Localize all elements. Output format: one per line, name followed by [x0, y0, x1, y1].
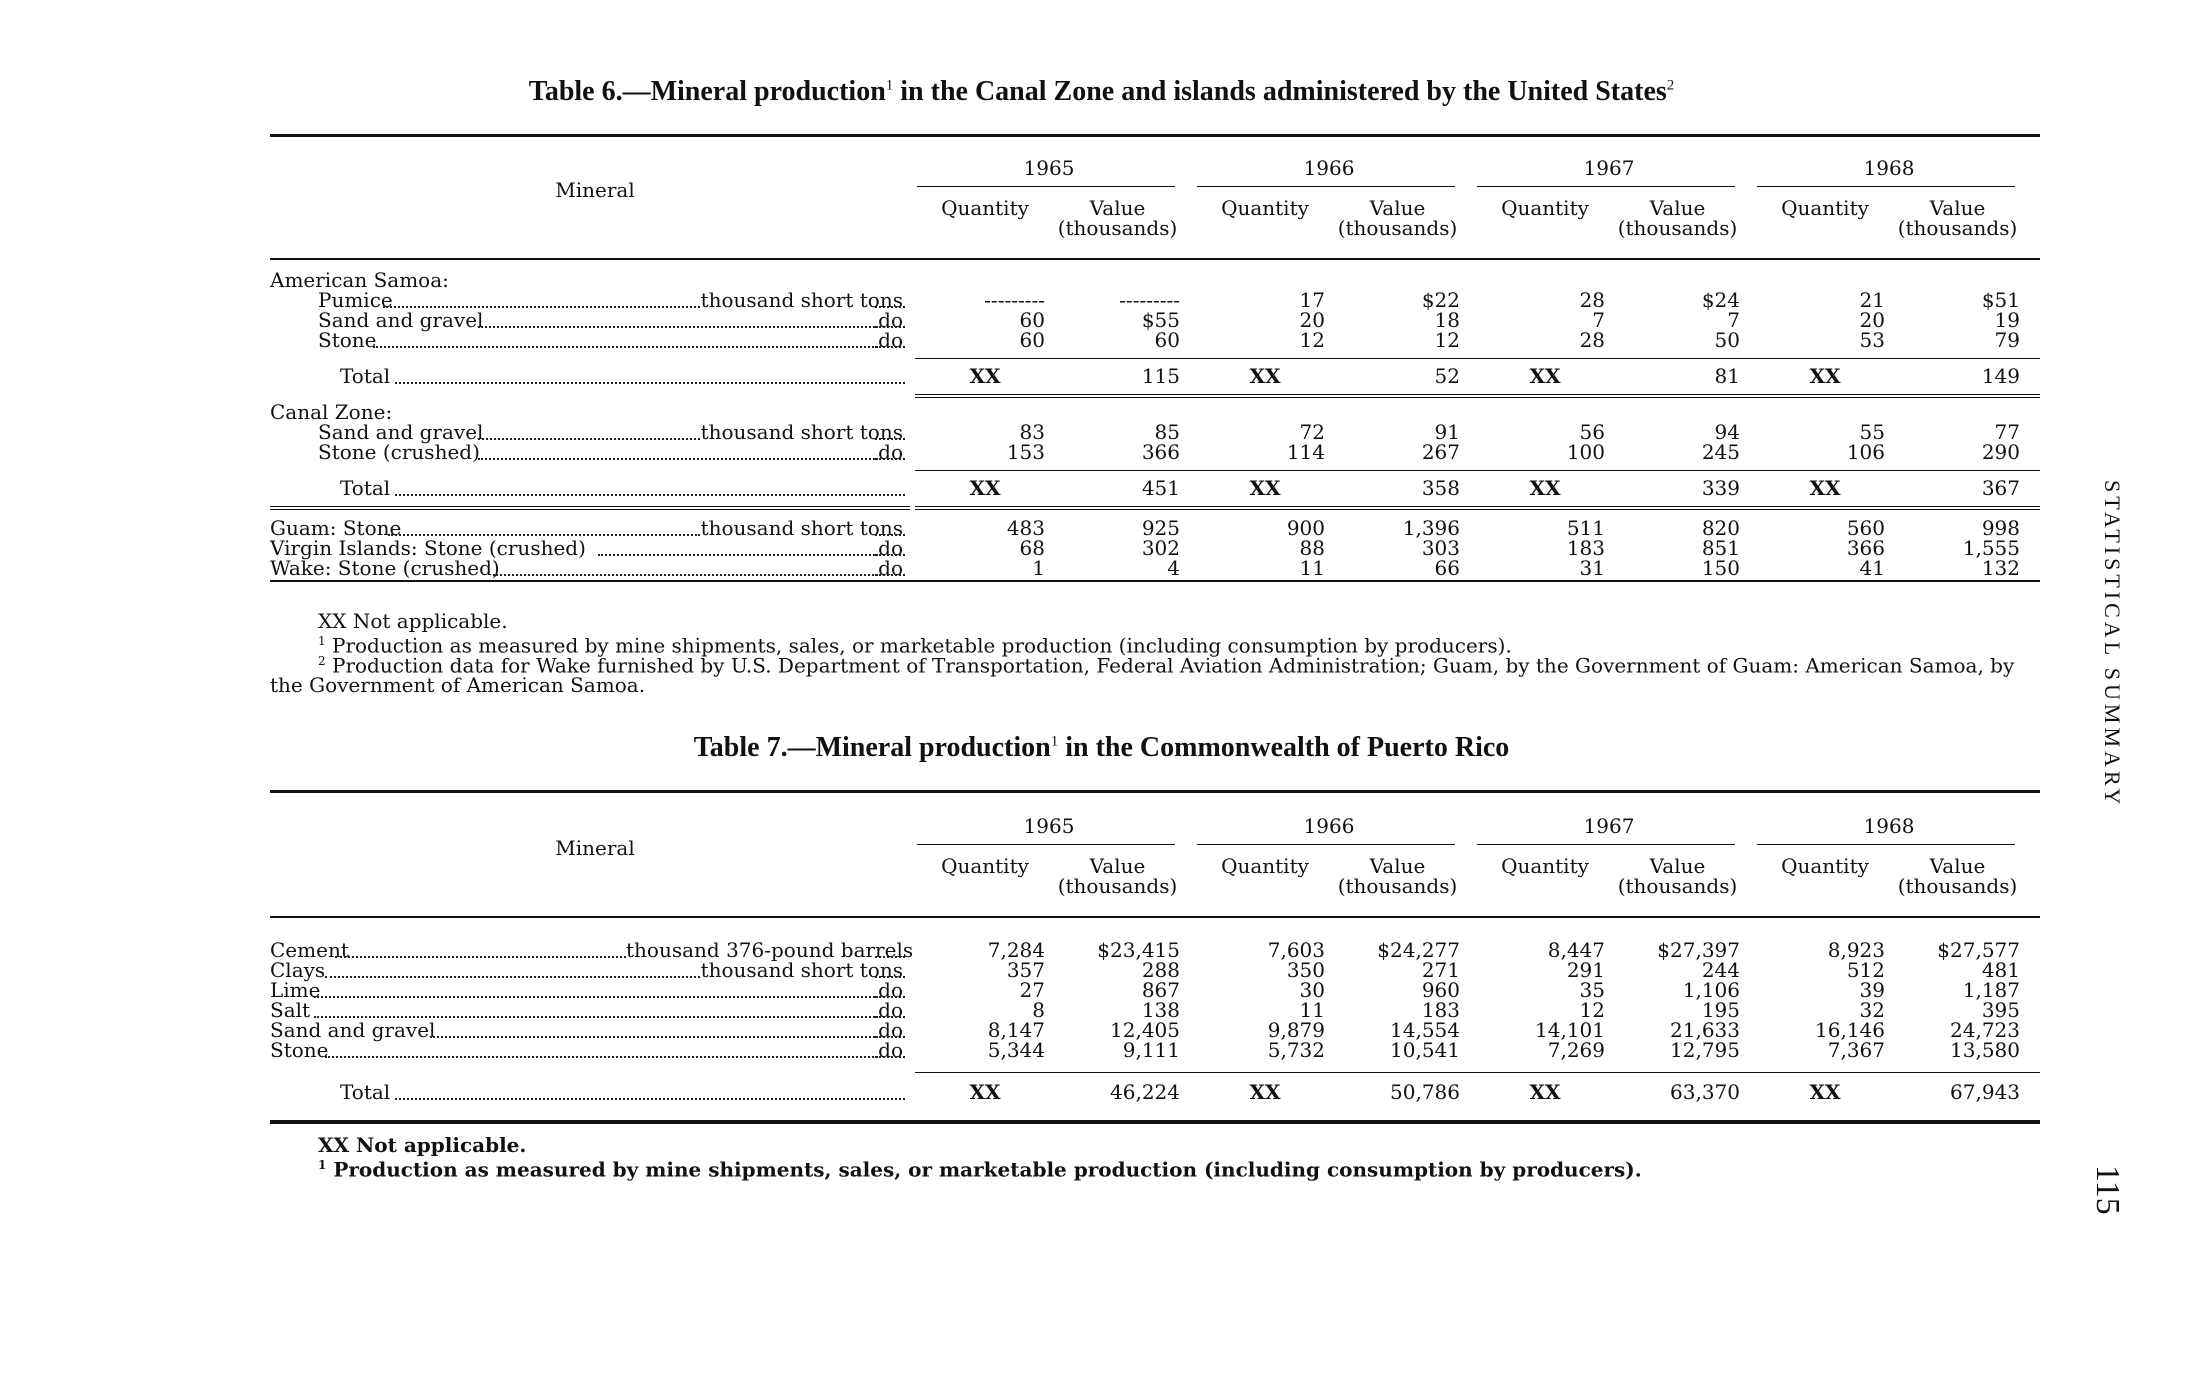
dotted-leader	[395, 1098, 906, 1100]
year-underline	[1757, 186, 2015, 187]
value-cell: 245	[1701, 440, 1740, 464]
quantity-cell: 68	[1019, 536, 1045, 560]
value-cell: 366	[1141, 440, 1180, 464]
value-cell: 339	[1701, 476, 1740, 500]
value-unit-header: (thousands)	[1897, 874, 2018, 898]
row-unit: thousand 376-pound barrels	[626, 938, 914, 962]
value-cell: 820	[1701, 516, 1740, 540]
year-header: 1965	[1023, 156, 1075, 180]
value-cell: 367	[1981, 476, 2020, 500]
value-cell: 960	[1421, 978, 1460, 1002]
dotted-leader	[875, 1056, 905, 1058]
value-cell: $51	[1981, 288, 2020, 312]
quantity-header: Quantity	[941, 854, 1029, 878]
quantity-cell: 17	[1299, 288, 1325, 312]
side-caption: STATISTICAL SUMMARY	[2100, 480, 2125, 809]
footnote-1	[318, 1156, 2088, 1180]
row-unit: do	[878, 556, 903, 580]
quantity-cell: 7,367	[1827, 1038, 1885, 1062]
quantity-cell: 350	[1286, 958, 1325, 982]
value-header: Value	[1649, 854, 1706, 878]
value-cell: 12,405	[1110, 1018, 1180, 1042]
quantity-cell: 83	[1019, 420, 1045, 444]
quantity-cell: XX	[1809, 1080, 1841, 1104]
year-underline	[1477, 186, 1735, 187]
row-unit: do	[878, 1018, 903, 1042]
quantity-cell: 153	[1006, 440, 1045, 464]
year-underline	[1477, 844, 1735, 845]
row-label: Stone	[270, 1038, 329, 1062]
quantity-header: Quantity	[1781, 196, 1869, 220]
row-label: Total	[340, 364, 391, 388]
quantity-cell: 483	[1006, 516, 1045, 540]
dotted-leader	[395, 382, 906, 384]
quantity-cell: 55	[1859, 420, 1885, 444]
header-bottom-rule	[270, 258, 2040, 260]
table6-title-main: Table 6.—Mineral production	[528, 76, 886, 107]
value-cell: 12,795	[1670, 1038, 1740, 1062]
value-cell: 1,555	[1962, 536, 2020, 560]
value-cell: 50,786	[1390, 1080, 1460, 1104]
quantity-cell: 1	[1032, 556, 1045, 580]
footnote-xx: XX Not applicable.	[318, 1133, 527, 1157]
value-cell: 66	[1434, 556, 1460, 580]
quantity-cell: 28	[1579, 328, 1605, 352]
value-cell: $27,577	[1937, 938, 2020, 962]
year-underline	[1757, 844, 2015, 845]
value-cell: 63,370	[1670, 1080, 1740, 1104]
quantity-cell: 106	[1846, 440, 1885, 464]
quantity-cell: XX	[1249, 364, 1281, 388]
dotted-leader	[395, 494, 906, 496]
value-cell: 19	[1994, 308, 2020, 332]
footnote-2	[270, 652, 2040, 695]
row-label: Total	[340, 1080, 391, 1104]
row-label: Sand and gravel	[318, 308, 484, 332]
value-cell: 9,111	[1122, 1038, 1180, 1062]
quantity-cell: 114	[1286, 440, 1325, 464]
year-header: 1968	[1863, 156, 1915, 180]
quantity-cell: 11	[1299, 556, 1325, 580]
quantity-cell: 27	[1019, 978, 1045, 1002]
value-unit-header: (thousands)	[1337, 874, 1458, 898]
value-header: Value	[1929, 196, 1986, 220]
value-cell: 79	[1994, 328, 2020, 352]
subtotal-rule	[915, 470, 2040, 471]
quantity-cell: 8,923	[1827, 938, 1885, 962]
value-cell: 1,106	[1682, 978, 1740, 1002]
quantity-cell: 8,447	[1547, 938, 1605, 962]
quantity-cell: XX	[1529, 1080, 1561, 1104]
quantity-cell: 11	[1299, 998, 1325, 1022]
dotted-leader	[478, 458, 879, 460]
quantity-cell: 31	[1579, 556, 1605, 580]
quantity-header: Quantity	[1221, 196, 1309, 220]
quantity-cell: ---------	[984, 288, 1045, 312]
quantity-cell: 56	[1579, 420, 1605, 444]
quantity-cell: 41	[1859, 556, 1885, 580]
value-cell: 52	[1434, 364, 1460, 388]
value-cell: 21,633	[1670, 1018, 1740, 1042]
row-unit: thousand short tons	[700, 420, 903, 444]
quantity-cell: 35	[1579, 978, 1605, 1002]
value-cell: 77	[1994, 420, 2020, 444]
year-underline	[917, 186, 1175, 187]
dotted-leader	[325, 1056, 879, 1058]
value-cell: 267	[1421, 440, 1460, 464]
quantity-cell: XX	[969, 364, 1001, 388]
value-cell: 13,580	[1950, 1038, 2020, 1062]
value-cell: 851	[1701, 536, 1740, 560]
dotted-leader	[373, 346, 879, 348]
quantity-cell: 30	[1299, 978, 1325, 1002]
year-header: 1966	[1303, 156, 1355, 180]
quantity-cell: 60	[1019, 308, 1045, 332]
value-cell: $22	[1421, 288, 1460, 312]
value-header: Value	[1649, 196, 1706, 220]
quantity-cell: 16,146	[1815, 1018, 1885, 1042]
quantity-cell: 7,284	[987, 938, 1045, 962]
table7-top-rule	[270, 790, 2040, 793]
dotted-leader	[493, 574, 879, 576]
quantity-header: Quantity	[941, 196, 1029, 220]
footnote-text: Production data for Wake furnished by U.S. Department of Transportation, Federal Aviation Administration; Guam, by the Government of Guam: American Samoa, by the Government of American Samoa.	[270, 653, 2015, 697]
row-unit: do	[878, 978, 903, 1002]
table6-title	[0, 76, 2203, 108]
quantity-cell: 560	[1846, 516, 1885, 540]
footnote-ref: 2	[1666, 77, 1675, 94]
footnote-mark: 1	[318, 1158, 327, 1172]
dotted-leader	[478, 438, 700, 440]
footnote-text: Production as measured by mine shipments, sales, or marketable production (including consumption by producers).	[332, 633, 1512, 658]
row-label: Wake: Stone (crushed)	[270, 556, 500, 580]
quantity-cell: 8	[1032, 998, 1045, 1022]
value-cell: 138	[1141, 998, 1180, 1022]
value-cell: 395	[1981, 998, 2020, 1022]
dotted-leader	[335, 956, 626, 958]
quantity-cell: 32	[1859, 998, 1885, 1022]
footnote-ref: 1	[885, 77, 894, 94]
row-label: Stone (crushed)	[318, 440, 480, 464]
value-cell: 925	[1141, 516, 1180, 540]
mineral-column-header: Mineral	[555, 178, 635, 202]
quantity-cell: XX	[1529, 364, 1561, 388]
header-bottom-rule	[270, 916, 2040, 918]
quantity-cell: 900	[1286, 516, 1325, 540]
dotted-leader	[325, 976, 700, 978]
value-cell: $23,415	[1097, 938, 1180, 962]
quantity-cell: 8,147	[987, 1018, 1045, 1042]
value-cell: 24,723	[1950, 1018, 2020, 1042]
row-unit: do	[878, 440, 903, 464]
value-cell: $27,397	[1657, 938, 1740, 962]
footnote-mark: 1	[318, 634, 326, 648]
value-cell: 481	[1981, 958, 2020, 982]
value-header: Value	[1089, 854, 1146, 878]
quantity-cell: 39	[1859, 978, 1885, 1002]
quantity-cell: 511	[1566, 516, 1605, 540]
table-bottom-rule	[270, 580, 2040, 582]
row-unit: do	[878, 308, 903, 332]
total-double-rule	[915, 506, 2040, 510]
value-cell: 94	[1714, 420, 1740, 444]
quantity-cell: 60	[1019, 328, 1045, 352]
quantity-cell: 88	[1299, 536, 1325, 560]
quantity-cell: XX	[1809, 476, 1841, 500]
value-cell: 183	[1421, 998, 1460, 1022]
section-heading: Canal Zone:	[270, 400, 393, 424]
value-cell: 998	[1981, 516, 2020, 540]
table6-top-rule	[270, 134, 2040, 137]
quantity-cell: 12	[1579, 998, 1605, 1022]
value-cell: 7	[1727, 308, 1740, 332]
value-cell: 115	[1141, 364, 1180, 388]
dotted-leader	[598, 554, 879, 556]
dotted-leader	[875, 574, 905, 576]
quantity-cell: 5,732	[1267, 1038, 1325, 1062]
quantity-cell: 512	[1846, 958, 1885, 982]
table7-title	[0, 732, 2203, 764]
quantity-header: Quantity	[1501, 854, 1589, 878]
row-unit: thousand short tons	[700, 958, 903, 982]
value-cell: 4	[1167, 556, 1180, 580]
table7-title-rest: in the Commonwealth of Puerto Rico	[1065, 732, 1510, 763]
value-cell: 10,541	[1390, 1038, 1460, 1062]
row-label: Virgin Islands: Stone (crushed)	[270, 536, 586, 560]
value-cell: 150	[1701, 556, 1740, 580]
value-cell: 271	[1421, 958, 1460, 982]
total-double-rule	[915, 394, 2040, 398]
quantity-cell: 7,603	[1267, 938, 1325, 962]
value-cell: 195	[1701, 998, 1740, 1022]
row-label: Cement	[270, 938, 349, 962]
total-double-rule	[270, 506, 910, 510]
value-unit-header: (thousands)	[1057, 216, 1178, 240]
row-label: Salt	[270, 998, 311, 1022]
value-header: Value	[1929, 854, 1986, 878]
subtotal-rule	[915, 1072, 2040, 1073]
quantity-cell: XX	[969, 1080, 1001, 1104]
quantity-header: Quantity	[1501, 196, 1589, 220]
quantity-cell: XX	[969, 476, 1001, 500]
value-cell: 91	[1434, 420, 1460, 444]
quantity-cell: 20	[1859, 308, 1885, 332]
quantity-cell: XX	[1249, 476, 1281, 500]
value-cell: $55	[1141, 308, 1180, 332]
value-cell: 451	[1141, 476, 1180, 500]
year-header: 1967	[1583, 814, 1635, 838]
value-cell: 149	[1981, 364, 2020, 388]
value-cell: 132	[1981, 556, 2020, 580]
value-cell: 288	[1141, 958, 1180, 982]
value-cell: 290	[1981, 440, 2020, 464]
row-unit: do	[878, 1038, 903, 1062]
table6-title-rest: in the Canal Zone and islands administered by the United States	[900, 76, 1667, 107]
row-label: Stone	[318, 328, 377, 352]
value-cell: 12	[1434, 328, 1460, 352]
row-unit: thousand short tons	[700, 288, 903, 312]
quantity-cell: XX	[1809, 364, 1841, 388]
quantity-cell: 366	[1846, 536, 1885, 560]
value-cell: 244	[1701, 958, 1740, 982]
row-label: Clays	[270, 958, 326, 982]
table-bottom-rule	[270, 1120, 2040, 1124]
value-header: Value	[1369, 854, 1426, 878]
year-underline	[917, 844, 1175, 845]
dotted-leader	[875, 346, 905, 348]
value-cell: 50	[1714, 328, 1740, 352]
value-header: Value	[1369, 196, 1426, 220]
quantity-cell: 28	[1579, 288, 1605, 312]
quantity-cell: XX	[1249, 1080, 1281, 1104]
row-unit: do	[878, 998, 903, 1022]
footnote-xx: XX Not applicable.	[318, 609, 508, 633]
value-cell: 85	[1154, 420, 1180, 444]
section-heading: American Samoa:	[270, 268, 449, 292]
row-label: Sand and gravel	[318, 420, 484, 444]
value-cell: 14,554	[1390, 1018, 1460, 1042]
quantity-cell: 21	[1859, 288, 1885, 312]
subtotal-rule	[915, 358, 2040, 359]
quantity-cell: 183	[1566, 536, 1605, 560]
year-header: 1967	[1583, 156, 1635, 180]
quantity-cell: 291	[1566, 958, 1605, 982]
row-unit: do	[878, 536, 903, 560]
value-cell: $24	[1701, 288, 1740, 312]
value-cell: 303	[1421, 536, 1460, 560]
value-cell: 60	[1154, 328, 1180, 352]
row-label: Guam: Stone	[270, 516, 402, 540]
row-label: Total	[340, 476, 391, 500]
value-unit-header: (thousands)	[1337, 216, 1458, 240]
value-unit-header: (thousands)	[1617, 874, 1738, 898]
row-label: Sand and gravel	[270, 1018, 436, 1042]
value-cell: 358	[1421, 476, 1460, 500]
quantity-cell: 14,101	[1535, 1018, 1605, 1042]
row-label: Pumice	[318, 288, 393, 312]
value-cell: 302	[1141, 536, 1180, 560]
value-cell: 1,396	[1402, 516, 1460, 540]
dotted-leader	[430, 1036, 879, 1038]
quantity-header: Quantity	[1221, 854, 1309, 878]
footnote-text: Production as measured by mine shipments, sales, or marketable production (including consumption by producers).	[333, 1157, 1642, 1182]
value-cell: 1,187	[1962, 978, 2020, 1002]
year-header: 1966	[1303, 814, 1355, 838]
quantity-cell: 12	[1299, 328, 1325, 352]
quantity-cell: 7	[1592, 308, 1605, 332]
quantity-cell: 53	[1859, 328, 1885, 352]
footnote-ref: 1	[1050, 733, 1059, 750]
row-unit: thousand short tons	[700, 516, 903, 540]
quantity-cell: 100	[1566, 440, 1605, 464]
dotted-leader	[478, 326, 879, 328]
row-unit: do	[878, 328, 903, 352]
value-unit-header: (thousands)	[1617, 216, 1738, 240]
quantity-cell: 357	[1006, 958, 1045, 982]
footnote-mark: 2	[318, 654, 326, 668]
quantity-cell: XX	[1529, 476, 1561, 500]
year-header: 1965	[1023, 814, 1075, 838]
quantity-cell: 20	[1299, 308, 1325, 332]
value-header: Value	[1089, 196, 1146, 220]
value-cell: 18	[1434, 308, 1460, 332]
dotted-leader	[875, 458, 905, 460]
quantity-cell: 7,269	[1547, 1038, 1605, 1062]
year-header: 1968	[1863, 814, 1915, 838]
quantity-cell: 5,344	[987, 1038, 1045, 1062]
quantity-cell: 9,879	[1267, 1018, 1325, 1042]
value-unit-header: (thousands)	[1897, 216, 2018, 240]
value-cell: ---------	[1119, 288, 1180, 312]
table7-title-main: Table 7.—Mineral production	[693, 732, 1051, 763]
row-label: Lime	[270, 978, 321, 1002]
year-underline	[1197, 844, 1455, 845]
value-cell: 867	[1141, 978, 1180, 1002]
quantity-cell: 72	[1299, 420, 1325, 444]
value-cell: 81	[1714, 364, 1740, 388]
value-unit-header: (thousands)	[1057, 874, 1178, 898]
mineral-column-header: Mineral	[555, 836, 635, 860]
page-number: 115	[2089, 1165, 2126, 1215]
value-cell: 67,943	[1950, 1080, 2020, 1104]
quantity-header: Quantity	[1781, 854, 1869, 878]
year-underline	[1197, 186, 1455, 187]
value-cell: 46,224	[1110, 1080, 1180, 1104]
dotted-leader	[314, 996, 878, 998]
value-cell: $24,277	[1377, 938, 1460, 962]
